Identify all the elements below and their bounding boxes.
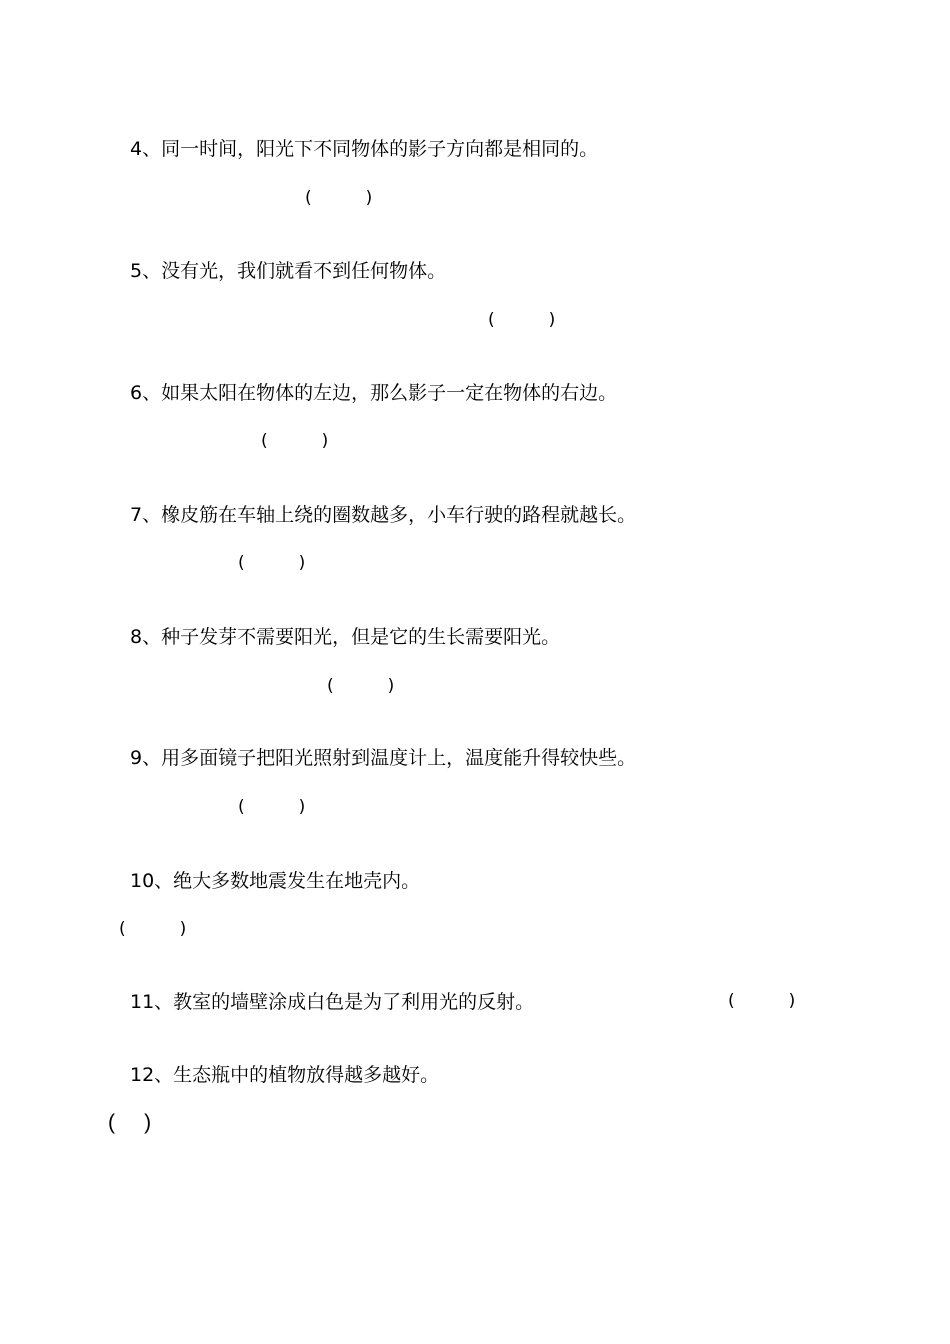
answer-blank-5[interactable]: ( ) [488, 310, 556, 330]
question-12: 12、生态瓶中的植物放得越多越好。 [130, 1064, 440, 1086]
question-4: 4、同一时间，阳光下不同物体的影子方向都是相同的。 [130, 138, 599, 160]
answer-blank-9[interactable]: ( ) [238, 797, 306, 817]
answer-blank-11[interactable]: ( ) [728, 991, 796, 1011]
question-10: 10、绝大多数地震发生在地壳内。 [130, 870, 421, 892]
question-11: 11、教室的墙壁涂成白色是为了利用光的反射。 [130, 991, 535, 1013]
question-6: 6、如果太阳在物体的左边，那么影子一定在物体的右边。 [130, 382, 618, 404]
answer-blank-10[interactable]: ( ) [119, 919, 187, 939]
question-8: 8、种子发芽不需要阳光，但是它的生长需要阳光。 [130, 626, 561, 648]
answer-blank-6[interactable]: ( ) [261, 431, 329, 451]
question-7: 7、橡皮筋在车轴上绕的圈数越多，小车行驶的路程就越长。 [130, 504, 637, 526]
answer-blank-8[interactable]: ( ) [327, 676, 395, 696]
answer-blank-7[interactable]: ( ) [238, 553, 306, 573]
answer-blank-12[interactable]: ( ) [108, 1111, 152, 1134]
question-9: 9、用多面镜子把阳光照射到温度计上，温度能升得较快些。 [130, 747, 637, 769]
answer-blank-4[interactable]: ( ) [305, 188, 373, 208]
question-5: 5、没有光，我们就看不到任何物体。 [130, 260, 447, 282]
